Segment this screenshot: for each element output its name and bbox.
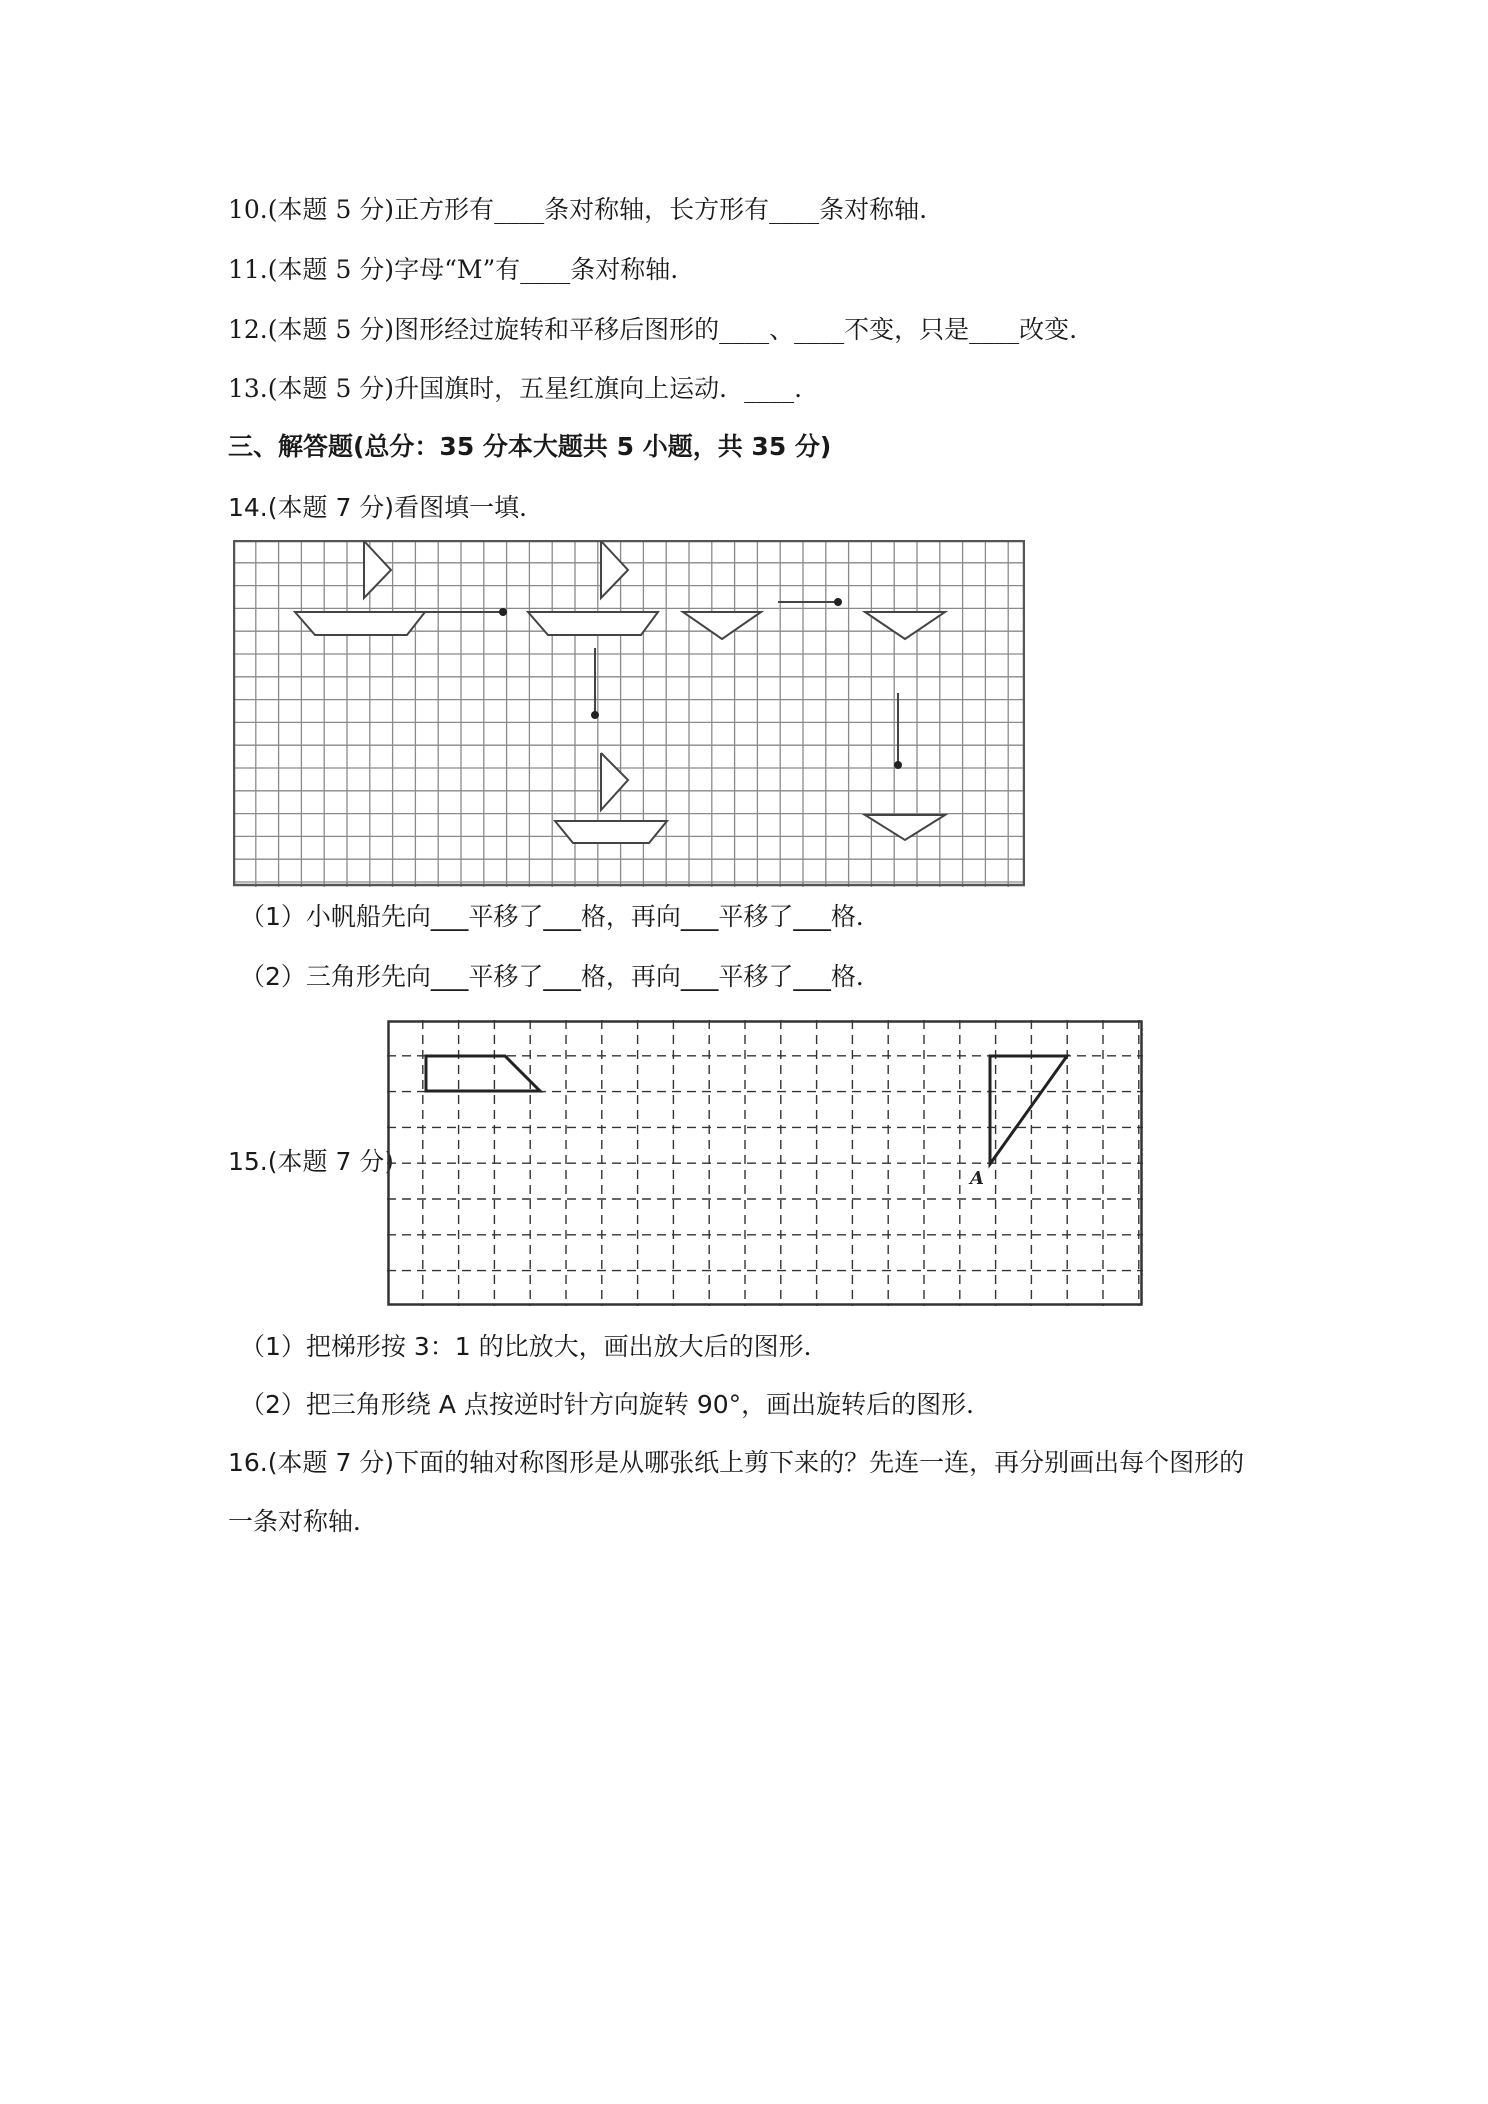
section-heading: 三、解答题(总分：35 分本大题共 5 小题，共 35 分) <box>228 432 832 461</box>
question-12: 12.(本题 5 分)图形经过旋转和平移后图形的____、____不变，只是____改变. <box>228 315 1078 344</box>
q14-grid-figure <box>233 540 1025 887</box>
boat-original <box>295 541 425 635</box>
question-13: 13.(本题 5 分)升国旗时，五星红旗向上运动．____. <box>228 374 803 403</box>
question-15-title: 15.(本题 7 分) <box>228 1147 395 1176</box>
question-14-sub2: （2）三角形先向___平移了___格，再向___平移了___格． <box>240 962 881 991</box>
triangle-1 <box>683 612 761 639</box>
boat-moved-right <box>528 541 658 635</box>
question-15-sub2: （2）把三角形绕 A 点按逆时针方向旋转 90°，画出旋转后的图形． <box>240 1390 992 1419</box>
question-14-sub1: （1）小帆船先向___平移了___格，再向___平移了___格． <box>240 902 881 931</box>
question-10: 10.(本题 5 分)正方形有____条对称轴，长方形有____条对称轴. <box>228 195 928 224</box>
trapezoid-shape <box>426 1056 540 1091</box>
point-a-label: A <box>970 1168 984 1189</box>
question-11: 11.(本题 5 分)字母“M”有____条对称轴. <box>228 255 679 284</box>
boat-final <box>555 753 667 843</box>
question-14-title: 14.(本题 7 分)看图填一填． <box>228 493 545 522</box>
triangle-2 <box>865 612 945 639</box>
right-triangle-shape <box>990 1056 1067 1164</box>
q15-grid-figure <box>387 1020 1143 1306</box>
question-15-sub1: （1）把梯形按 3：1 的比放大，画出放大后的图形． <box>240 1332 829 1361</box>
question-16-line1: 16.(本题 7 分)下面的轴对称图形是从哪张纸上剪下来的？先连一连，再分别画出每个图形的 <box>228 1448 1245 1477</box>
question-16-line2: 一条对称轴． <box>228 1507 379 1536</box>
